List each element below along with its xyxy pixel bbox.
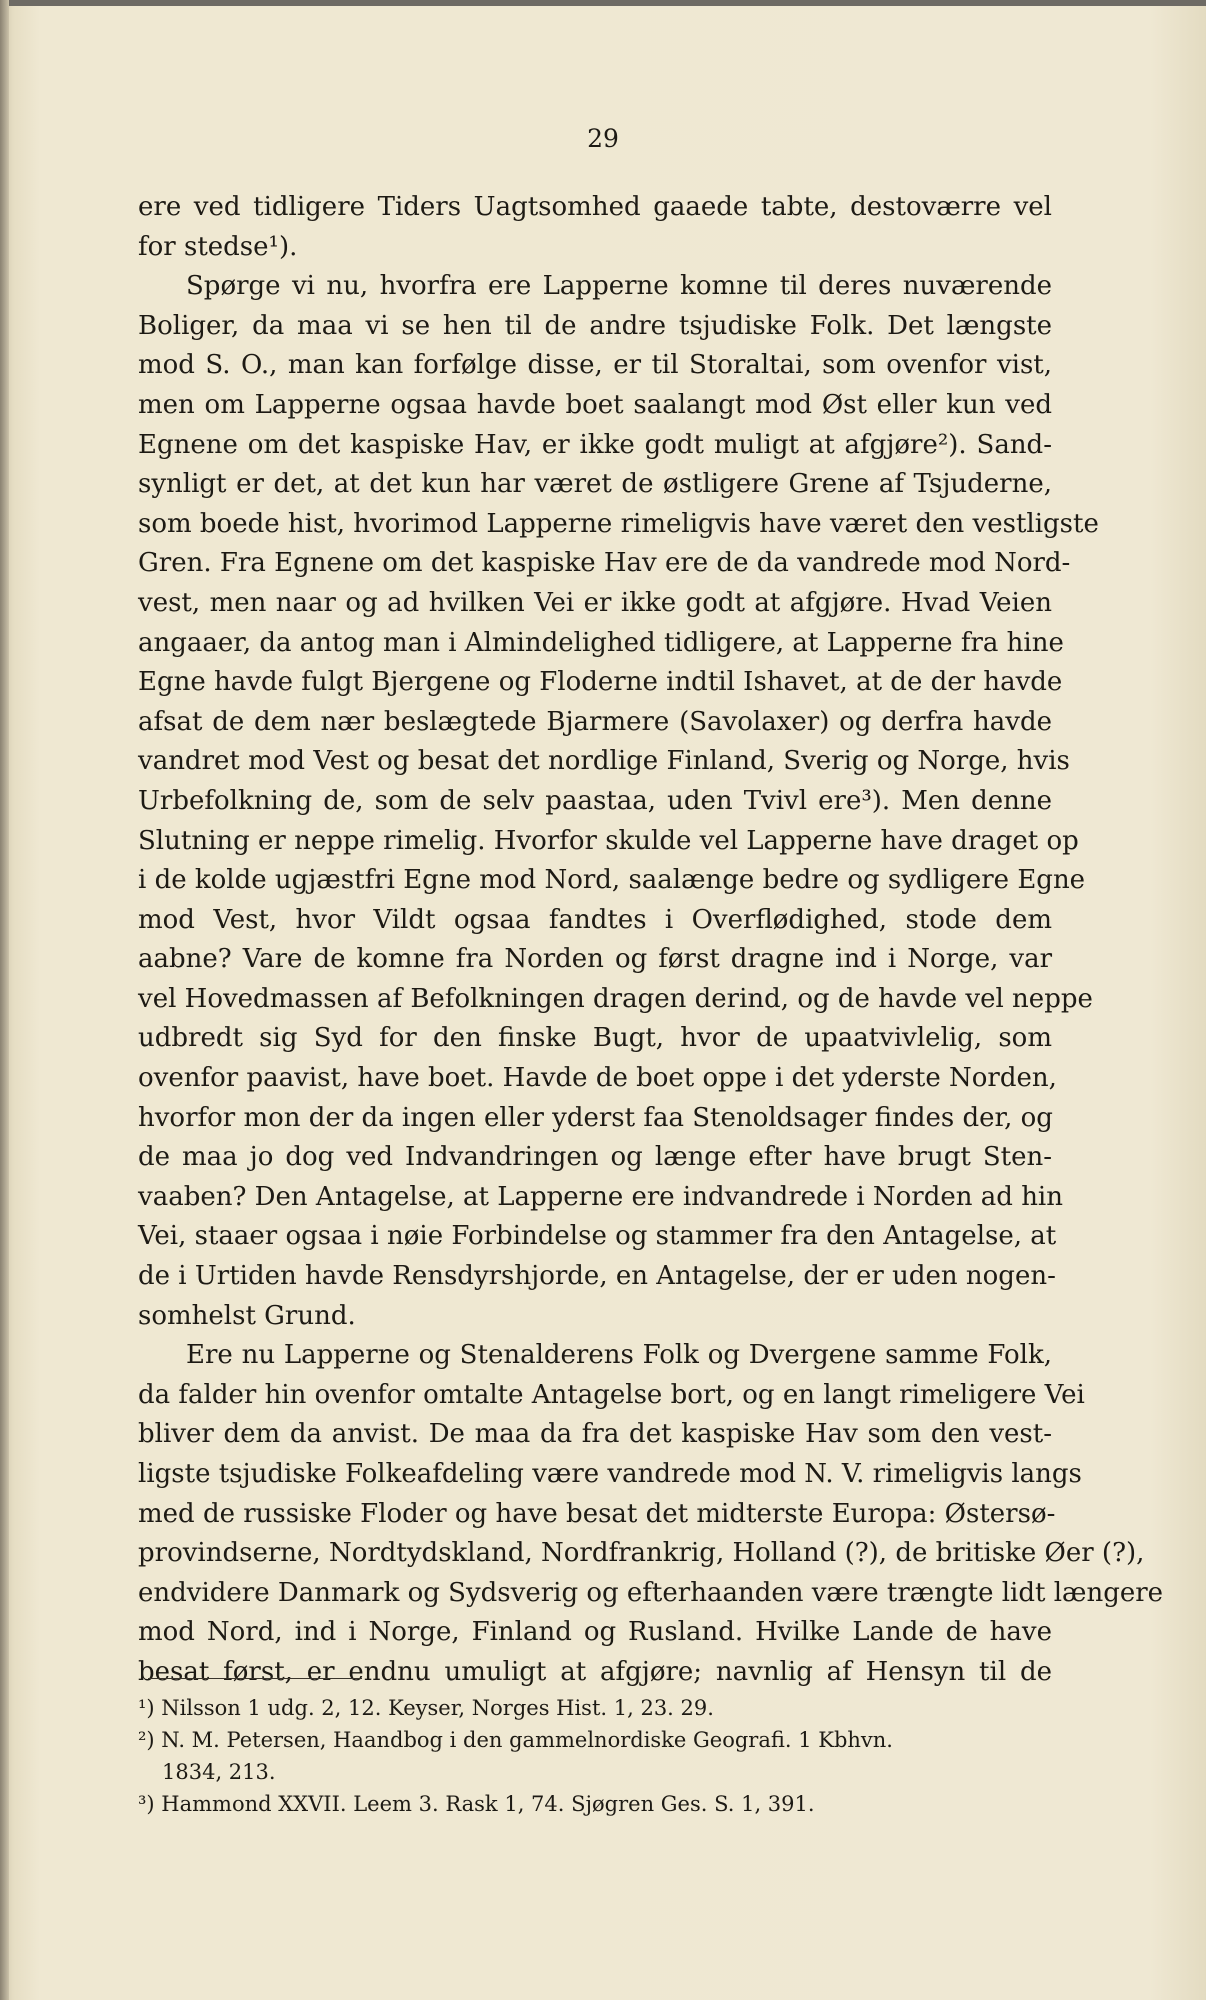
body-text xyxy=(138,188,1164,1693)
text-line: i de kolde ugjæstfri Egne mod Nord, saalænge bedre og sydligere Egne xyxy=(138,865,1086,896)
text-line: somhelst Grund. xyxy=(138,1300,356,1331)
text-line: mod S. O., man kan forfølge disse, er til Storaltai, som ovenfor vist, xyxy=(138,350,1052,381)
text-line: ere ved tidligere Tiders Uagtsomhed gaaede tabte, destoværre vel xyxy=(138,192,1052,222)
footnote-line: 1834, 213. xyxy=(162,1760,276,1784)
text-line: de maa jo dog ved Indvandringen og længe efter have brugt Sten- xyxy=(138,1142,1052,1173)
text-line: Egne havde fulgt Bjergene og Floderne indtil Ishavet, at de der havde xyxy=(138,667,1063,698)
binding-shadow xyxy=(0,0,9,2000)
text-line: mod Vest, hvor Vildt ogsaa fandtes i Overflødighed, stode dem xyxy=(138,904,1052,935)
text-line: synligt er det, at det kun har været de østligere Grene af Tsjuderne, xyxy=(138,469,1052,500)
text-line: de i Urtiden havde Rensdyrshjorde, en Antagelse, der er uden nogen- xyxy=(138,1261,1056,1292)
text-line: endvidere Danmark og Sydsverig og efterhaanden være trængte lidt længere xyxy=(138,1577,1164,1608)
text-line: Slutning er neppe rimelig. Hvorfor skulde vel Lapperne have draget op xyxy=(138,825,1079,856)
text-line: hvorfor mon der da ingen eller yderst faa Stenoldsager findes der, og xyxy=(138,1102,1053,1133)
text-line: mod Nord, ind i Norge, Finland og Rusland. Hvilke Lande de have xyxy=(138,1617,1052,1648)
text-line: vest, men naar og ad hvilken Vei er ikke godt at afgjøre. Hvad Veien xyxy=(138,587,1052,618)
text-line: besat først, er endnu umuligt at afgjøre; navnlig af Hensyn til de xyxy=(138,1656,1052,1687)
footnote-line: ¹) Nilsson 1 udg. 2, 12. Keyser, Norges Hist. 1, 23. 29. xyxy=(138,1696,714,1720)
footnote-line: ³) Hammond XXVII. Leem 3. Rask 1, 74. Sjøgren Ges. S. 1, 391. xyxy=(138,1792,815,1816)
text-line: som boede hist, hvorimod Lapperne rimeligvis have været den vestligste xyxy=(138,508,1099,539)
footnote-rule xyxy=(148,1678,362,1679)
text-line: Boliger, da maa vi se hen til de andre tsjudiske Folk. Det længste xyxy=(138,310,1052,341)
text-line: udbredt sig Syd for den finske Bugt, hvor de upaatvivlelig, som xyxy=(138,1023,1052,1054)
text-line: med de russiske Floder og have besat det midterste Europa: Østersø- xyxy=(138,1498,1056,1529)
text-line: vel Hovedmassen af Befolkningen dragen derind, og de havde vel neppe xyxy=(138,983,1093,1014)
page-top-edge xyxy=(0,0,1206,6)
text-line: provindserne, Nordtydskland, Nordfrankrig, Holland (?), de britiske Øer (?), xyxy=(138,1538,1145,1569)
text-line: men om Lapperne ogsaa havde boet saalangt mod Øst eller kun ved xyxy=(138,389,1052,420)
text-line: Urbefolkning de, som de selv paastaa, uden Tvivl ere³). Men denne xyxy=(138,785,1052,816)
text-line: Egnene om det kaspiske Hav, er ikke godt muligt at afgjøre²). Sand- xyxy=(138,429,1052,460)
page-number: 29 xyxy=(587,124,619,153)
text-line: ligste tsjudiske Folkeafdeling være vandrede mod N. V. rimeligvis langs xyxy=(138,1459,1082,1489)
text-line: Spørge vi nu, hvorfra ere Lapperne komne til deres nuværende xyxy=(186,271,1052,302)
text-line: afsat de dem nær beslægtede Bjarmere (Savolaxer) og derfra havde xyxy=(138,706,1052,737)
footnotes xyxy=(138,1692,1052,1820)
text-line: ovenfor paavist, have boet. Havde de boet oppe i det yderste Norden, xyxy=(138,1063,1057,1094)
text-line: for stedse¹). xyxy=(138,231,298,262)
text-line: Vei, staaer ogsaa i nøie Forbindelse og stammer fra den Antagelse, at xyxy=(138,1221,1057,1252)
text-line: Ere nu Lapperne og Stenalderens Folk og Dvergene samme Folk, xyxy=(186,1340,1052,1371)
text-line: vandret mod Vest og besat det nordlige Finland, Sverig og Norge, hvis xyxy=(138,746,1070,777)
text-line: bliver dem da anvist. De maa da fra det kaspiske Hav som den vest- xyxy=(138,1419,1052,1450)
text-line: aabne? Vare de komne fra Norden og først dragne ind i Norge, var xyxy=(138,944,1052,975)
text-line: angaaer, da antog man i Almindelighed tidligere, at Lapperne fra hine xyxy=(138,627,1064,658)
text-line: Gren. Fra Egnene om det kaspiske Hav ere de da vandrede mod Nord- xyxy=(138,548,1071,579)
text-line: da falder hin ovenfor omtalte Antagelse bort, og en langt rimeligere Vei xyxy=(138,1379,1085,1410)
text-line: vaaben? Den Antagelse, at Lapperne ere indvandrede i Norden ad hin xyxy=(138,1181,1063,1212)
footnote-line: ²) N. M. Petersen, Haandbog i den gammelnordiske Geografi. 1 Kbhvn. xyxy=(138,1728,893,1752)
